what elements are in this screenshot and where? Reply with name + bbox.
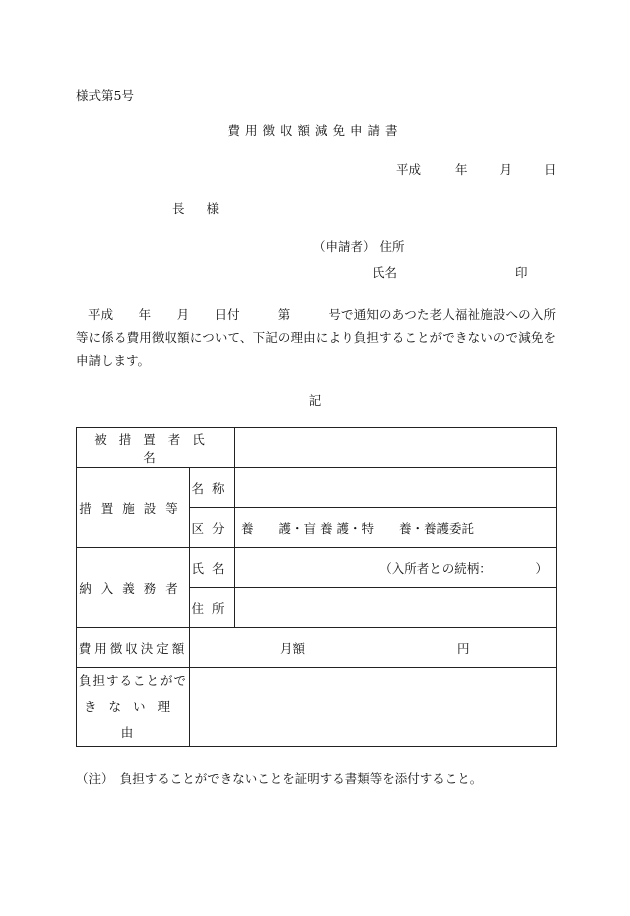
category-value	[235, 508, 557, 548]
applicant-address-label: 住所	[379, 239, 405, 254]
document-title: 費用徴収額減免申請書	[227, 123, 403, 138]
relation-text: （入所者との続柄： ）	[379, 560, 548, 576]
amount-field[interactable]	[190, 628, 557, 668]
amount-label-text: 費用徴収決定額	[78, 640, 188, 656]
category-label	[190, 508, 235, 548]
category-label-text: 区分	[191, 520, 233, 536]
date-year: 年	[454, 162, 468, 177]
obligor-address-label-text: 住所	[191, 600, 233, 616]
date-day: 日	[543, 162, 557, 177]
seal-mark: 印	[515, 265, 528, 280]
reason-label-line-2: きない理由	[83, 699, 182, 740]
recipient-name-label	[77, 428, 235, 468]
obligor-name-field[interactable]	[235, 548, 557, 588]
application-table	[76, 427, 557, 747]
applicant-name-label: 氏名	[372, 265, 398, 280]
table-row	[77, 468, 557, 508]
obligor-address-label	[190, 588, 235, 628]
table-row	[77, 668, 557, 747]
category-value-text: 養 護・盲 養 護・特 養・養護委託	[241, 520, 474, 536]
facility-name-label-text: 名称	[191, 480, 233, 496]
reason-label	[77, 668, 190, 747]
obligor-name-label-text: 氏名	[191, 560, 233, 576]
yen-label: 円	[457, 640, 470, 656]
applicant-address-line	[313, 237, 405, 255]
date-line	[396, 160, 556, 178]
body-text: 平成 年 月 日付 第 号で通知のあつた老人福祉施設への入所等に係る費用徴収額について、下記の理由により負担することができないので減免を申請します。	[76, 307, 556, 368]
addressee: 長 様	[172, 201, 228, 216]
amount-label	[77, 628, 190, 668]
facility-name-label	[190, 468, 235, 508]
ki-mark: 記	[308, 393, 322, 408]
facility-label-text: 措置施設等	[79, 500, 187, 516]
table-row	[77, 628, 557, 668]
obligor-label	[77, 548, 190, 628]
obligor-name-label	[190, 548, 235, 588]
table-row	[77, 548, 557, 588]
recipient-name-field[interactable]	[235, 428, 557, 468]
date-month: 月	[499, 162, 512, 177]
reason-label-line-1: 負担することがで	[78, 673, 187, 688]
facility-name-field[interactable]	[235, 468, 557, 508]
obligor-address-field[interactable]	[235, 588, 557, 628]
facility-label	[77, 468, 190, 548]
table-row	[77, 428, 557, 468]
date-era: 平成	[396, 162, 422, 177]
obligor-label-text: 納入義務者	[79, 580, 187, 596]
reason-field[interactable]	[190, 668, 557, 747]
applicant-role: （申請者）	[313, 239, 376, 254]
note: （注） 負担することができないことを証明する書類等を添付すること。	[76, 771, 483, 786]
recipient-name-text: 被措置者氏名	[94, 431, 217, 465]
monthly-label: 月額	[280, 640, 306, 656]
form-number: 様式第5号	[76, 88, 134, 103]
